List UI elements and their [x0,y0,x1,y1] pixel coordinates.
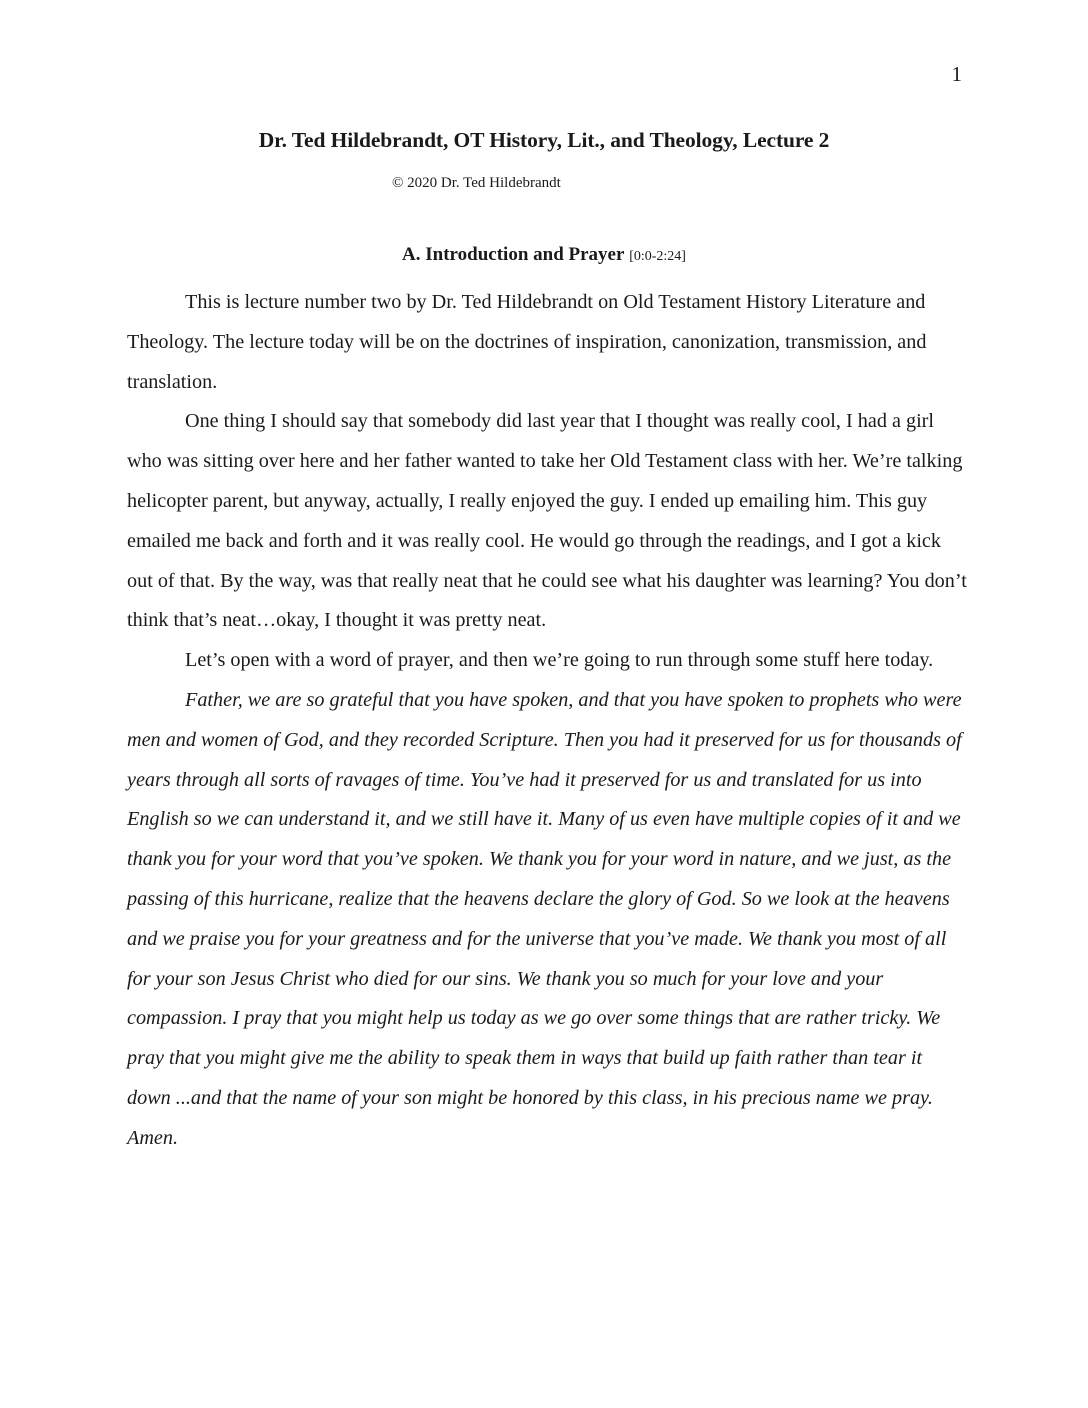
section-heading [0,244,1088,266]
paragraph-prayer-intro: Let’s open with a word of prayer, and then we’re going to run through some stuff here today. [185,649,934,672]
paragraph-prayer: Father, we are so grateful that you have spoken, and that you have spoken to prophets who were men and women of God, and they recorded Scripture. Then you had it preserved for us for thousands of years through all sorts of ravages of time. You’ve had it preserved for us and translated for us into English so we can understand it, and we still have it. Many of us even have multiple copies of it and we thank you for your word that you’ve spoken. We thank you for your word in nature, and we just, as the passing of this hurricane, realize that the heavens declare the glory of God. So we look at the heavens and we praise you for your greatness and for the universe that you’ve made. We thank you most of all for your son Jesus Christ who died for our sins. We thank you so much for your love and your compassion. I pray that you might help us today as we go over some things that are rather tricky. We pray that you might give me the ability to speak them in ways that build up faith rather than tear it down ...and that the name of your son might be honored by this class, in his precious name we pray. Amen. [127,688,962,1149]
section-timestamp: [0:0-2:24] [629,249,686,264]
copyright-notice: © 2020 Dr. Ted Hildebrandt [392,175,561,191]
section-heading-text: A. Introduction and Prayer [402,244,625,265]
paragraph-intro: This is lecture number two by Dr. Ted Hildebrandt on Old Testament History Literature and Theology. The lecture today will be on the doctrines of inspiration, canonization, transmission, and translation. [127,291,927,393]
document-title: Dr. Ted Hildebrandt, OT History, Lit., and Theology, Lecture 2 [258,128,830,152]
paragraph-anecdote: One thing I should say that somebody did last year that I thought was really cool, I had a girl who was sitting over here and her father wanted to take her Old Testament class with her. We’re talking helicopter parent, but anyway, actually, I really enjoyed the guy. I ended up emailing him. This guy emailed me back and forth and it was really cool. He would go through the readings, and I got a kick out of that. By the way, was that really neat that he could see what his daughter was learning? You don’t think that’s neat…okay, I thought it was pretty neat. [127,410,967,632]
body-text [127,283,967,1159]
page-number: 1 [951,62,962,86]
